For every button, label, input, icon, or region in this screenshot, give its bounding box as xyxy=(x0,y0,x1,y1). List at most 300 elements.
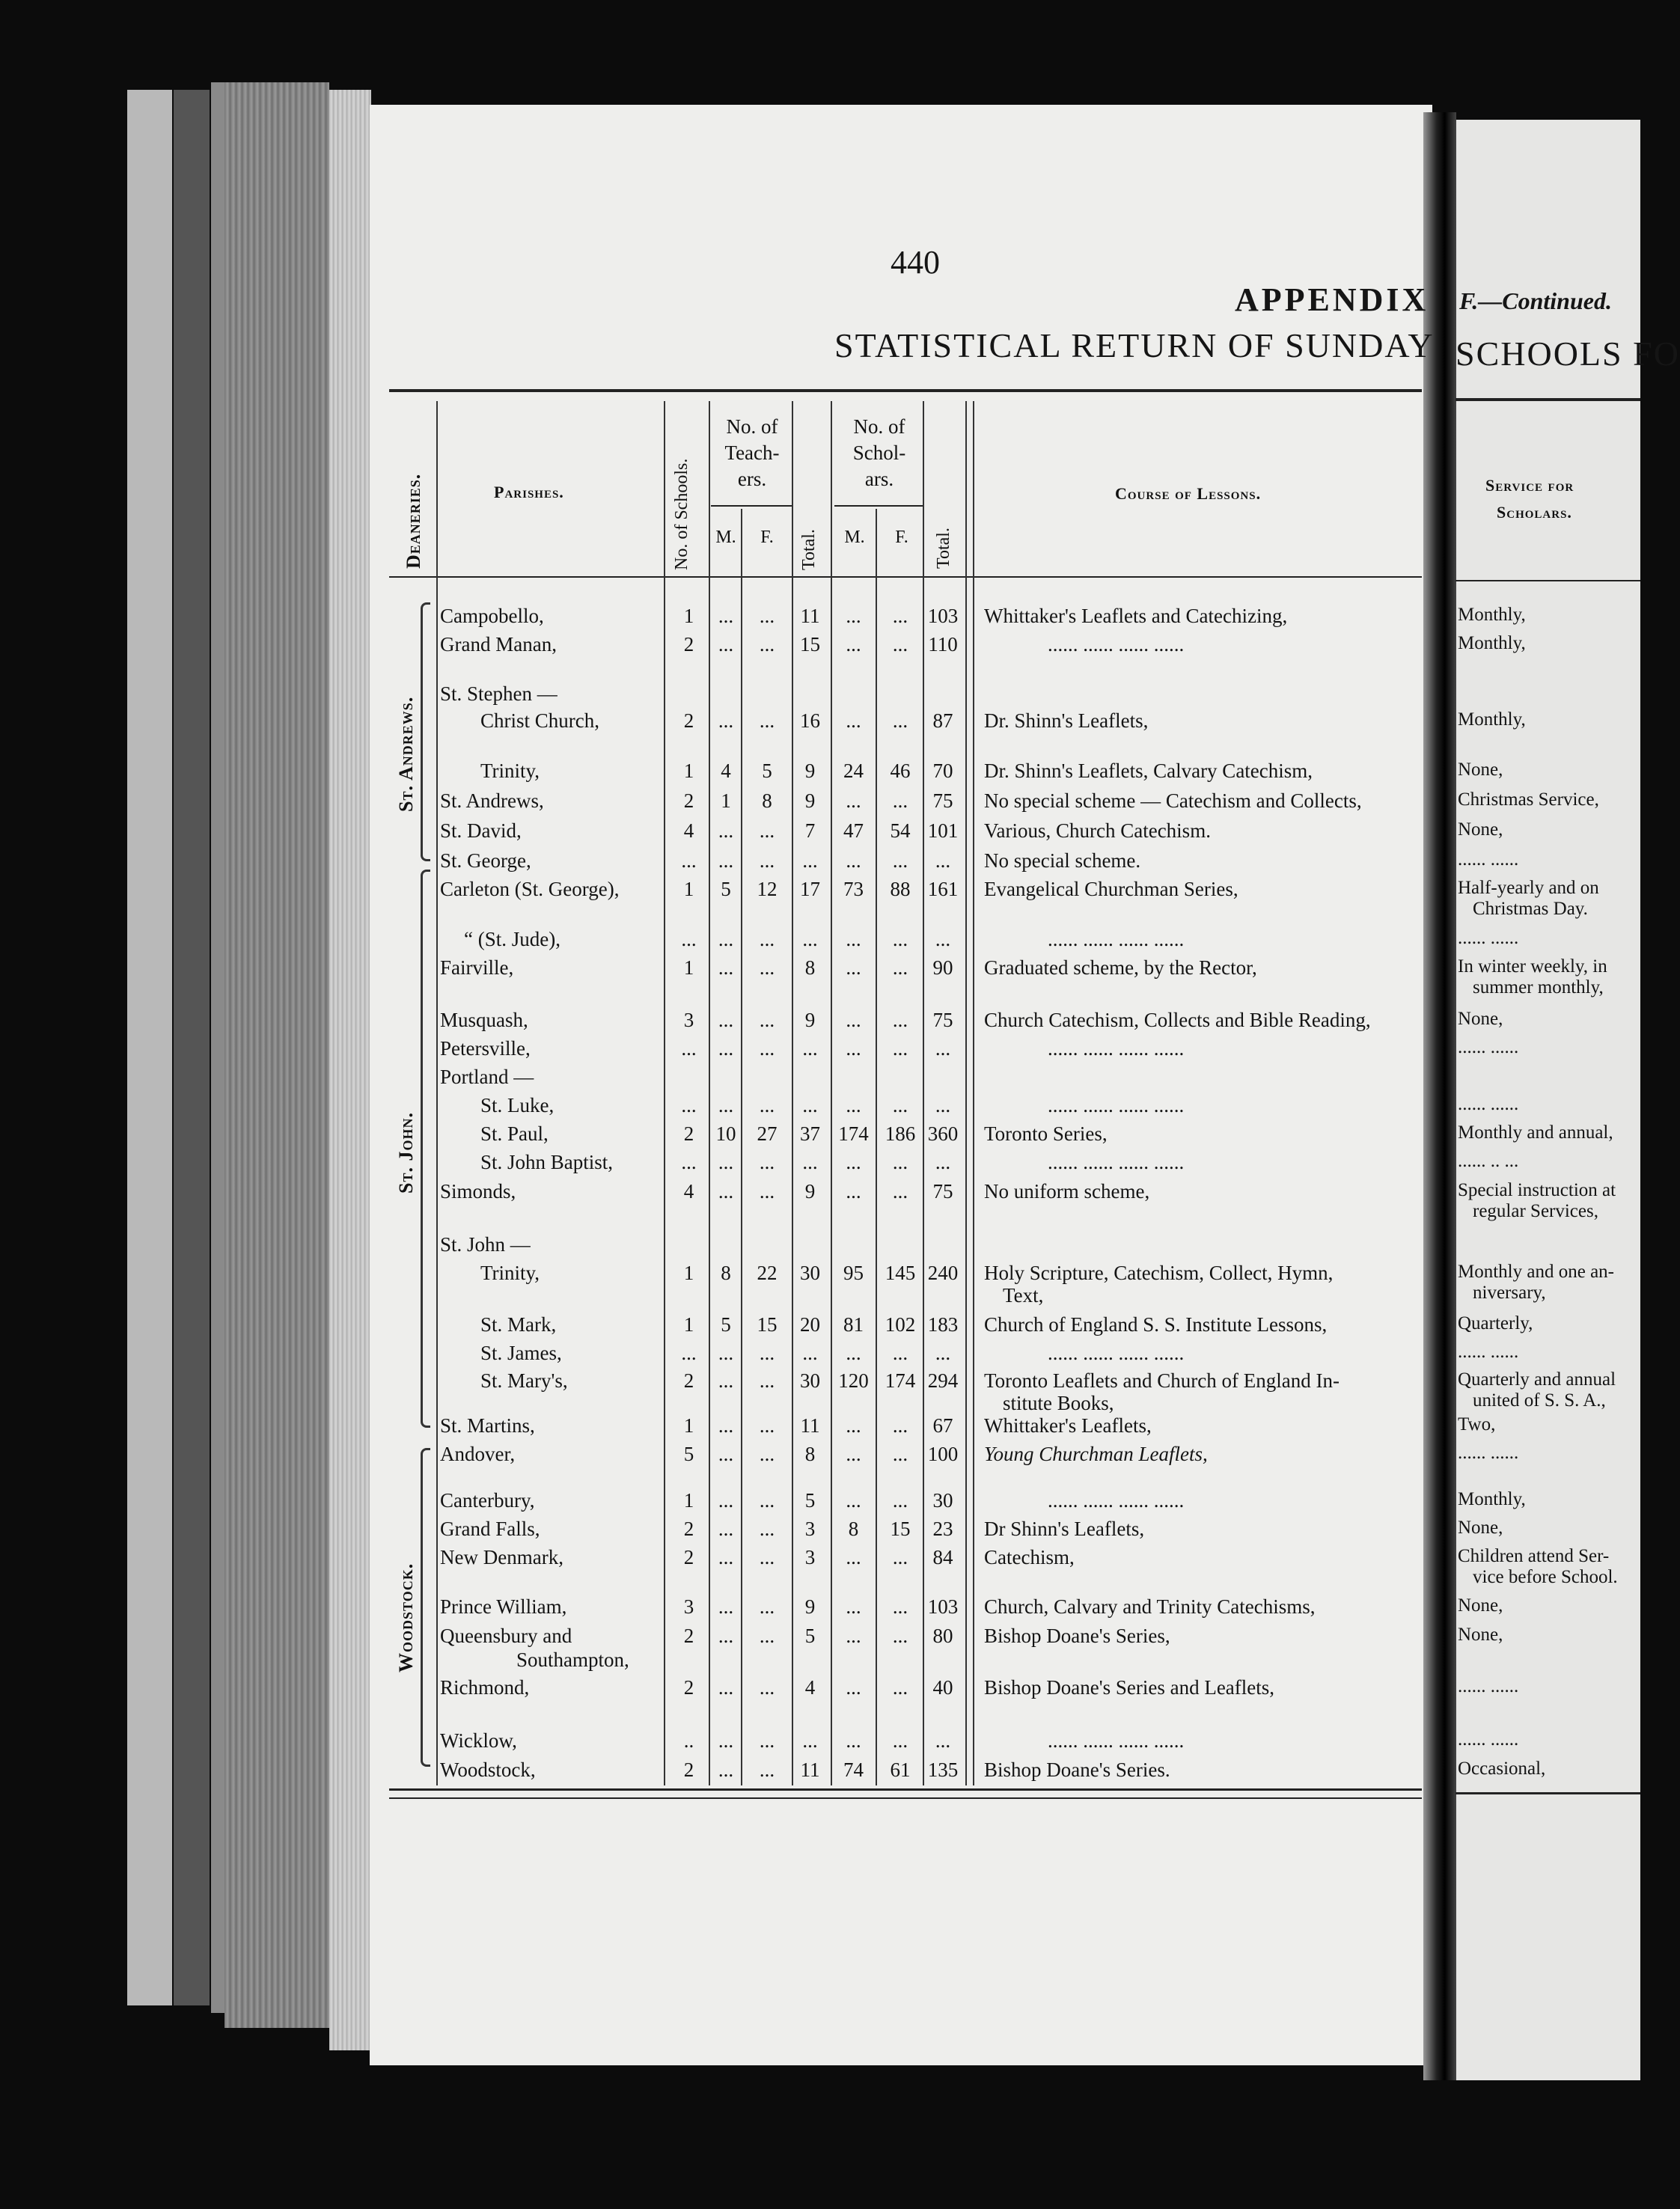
cell-schools: 2 xyxy=(683,1676,694,1699)
cell-sf: 174 xyxy=(885,1369,916,1392)
service-for-scholars: Monthly, xyxy=(1458,1489,1526,1509)
service-for-scholars: ...... ...... xyxy=(1458,1094,1519,1114)
table-row xyxy=(0,760,1640,783)
cell-sm: 120 xyxy=(838,1369,869,1392)
cell-sf: ... xyxy=(892,849,908,872)
cell-tm: ... xyxy=(718,1342,734,1364)
cell-st: 183 xyxy=(927,1313,959,1336)
cell-sf: ... xyxy=(892,928,908,950)
cell-tf: 27 xyxy=(757,1122,778,1145)
cell-tm: ... xyxy=(718,1729,734,1752)
cell-sf: ... xyxy=(892,633,908,656)
cell-tt: ... xyxy=(802,928,818,950)
parish-name: St. James, xyxy=(480,1342,562,1364)
table-row xyxy=(0,633,1640,657)
cell-schools: .. xyxy=(683,1729,694,1752)
service-for-scholars: None, xyxy=(1458,1595,1503,1616)
cell-tf: 22 xyxy=(757,1262,778,1284)
cell-tm: ... xyxy=(718,709,734,732)
col-header-no-schools: No. of Schools. xyxy=(672,458,691,570)
cell-schools: 2 xyxy=(683,1625,694,1647)
cell-st: 110 xyxy=(928,633,958,656)
cell-tm: ... xyxy=(718,1414,734,1437)
cell-st: 294 xyxy=(927,1369,959,1392)
parish-name: St. John — xyxy=(440,1233,531,1256)
cell-tf: ... xyxy=(759,1009,775,1031)
cell-schools: ... xyxy=(681,849,697,872)
cell-tt: ... xyxy=(802,1342,818,1364)
cell-tm: 4 xyxy=(721,760,731,782)
cell-sm: 47 xyxy=(843,819,864,842)
cell-schools: 2 xyxy=(683,633,694,656)
cell-sf: ... xyxy=(892,956,908,979)
parish-name: Woodstock, xyxy=(440,1759,536,1781)
cell-sf: ... xyxy=(892,605,908,627)
cell-tt: ... xyxy=(802,1037,818,1060)
service-for-scholars: ...... ...... xyxy=(1458,1342,1519,1362)
cell-sm: ... xyxy=(846,1489,861,1512)
cell-sf: ... xyxy=(892,789,908,812)
parish-name: St. George, xyxy=(440,849,531,872)
parish-name: Petersville, xyxy=(440,1037,531,1060)
cell-tt: 5 xyxy=(804,1625,816,1647)
cell-sm: 81 xyxy=(843,1313,864,1336)
cell-tm: ... xyxy=(718,849,734,872)
cell-tm: ... xyxy=(718,1009,734,1031)
cell-tf: 12 xyxy=(757,878,778,900)
cell-tm: ... xyxy=(718,1759,734,1781)
cell-tm: ... xyxy=(718,1625,734,1647)
service-for-scholars: Special instruction at xyxy=(1458,1180,1616,1200)
service-for-scholars-cont: vice before School. xyxy=(1473,1567,1618,1587)
cell-tt: ... xyxy=(802,1094,818,1116)
cell-sf: ... xyxy=(892,1342,908,1364)
course-of-lessons-cont: stitute Books, xyxy=(1003,1392,1114,1414)
course-of-lessons: ...... ...... ...... ...... xyxy=(1048,1037,1185,1060)
cell-sf: 88 xyxy=(890,878,911,900)
col-header-scholars-1: No. of xyxy=(853,415,905,438)
cell-sf: 186 xyxy=(885,1122,916,1145)
cell-schools: 2 xyxy=(683,789,694,812)
service-for-scholars-cont: united of S. S. A., xyxy=(1473,1390,1606,1411)
col-header-scholars-2: Schol- xyxy=(852,442,906,464)
course-of-lessons: No special scheme — Catechism and Collects, xyxy=(984,789,1362,812)
course-of-lessons: ...... ...... ...... ...... xyxy=(1048,1151,1185,1173)
cell-tm: 1 xyxy=(721,789,731,812)
course-of-lessons: No uniform scheme, xyxy=(984,1180,1150,1203)
cell-tm: 5 xyxy=(721,878,731,900)
cell-sf: ... xyxy=(892,1625,908,1647)
cell-tt: 9 xyxy=(804,1009,816,1031)
table-row xyxy=(0,878,1640,919)
cell-st: 103 xyxy=(927,1595,959,1618)
cell-sf: ... xyxy=(892,1729,908,1752)
table-top-rule-right xyxy=(1456,398,1640,401)
cell-schools: 1 xyxy=(683,1262,694,1284)
cell-tf: ... xyxy=(759,956,775,979)
cell-schools: 2 xyxy=(683,1518,694,1540)
service-for-scholars: ...... ...... xyxy=(1458,1037,1519,1057)
cell-sf: ... xyxy=(892,709,908,732)
service-for-scholars-cont: regular Services, xyxy=(1473,1201,1598,1221)
parish-name: Musquash, xyxy=(440,1009,528,1031)
cell-sm: ... xyxy=(846,605,861,627)
cell-tm: 5 xyxy=(721,1313,731,1336)
cell-sf: ... xyxy=(892,1037,908,1060)
cell-tf: ... xyxy=(759,1546,775,1568)
cell-tm: ... xyxy=(718,1443,734,1465)
course-of-lessons: Catechism, xyxy=(984,1546,1075,1568)
cell-sf: 145 xyxy=(885,1262,916,1284)
col-header-teachers-m: M. xyxy=(715,528,736,547)
table-row xyxy=(0,1759,1640,1782)
course-of-lessons: Evangelical Churchman Series, xyxy=(984,878,1238,900)
cell-tt: ... xyxy=(802,849,818,872)
cell-sf: 15 xyxy=(890,1518,911,1540)
cell-sm: ... xyxy=(846,789,861,812)
cell-tt: 4 xyxy=(804,1676,816,1699)
cell-sm: ... xyxy=(846,1009,861,1031)
col-header-service-1: Service for xyxy=(1485,476,1574,495)
cell-tt: 11 xyxy=(800,605,820,627)
service-for-scholars: None, xyxy=(1458,1009,1503,1029)
cell-st: 70 xyxy=(932,760,953,782)
cell-sm: ... xyxy=(846,1414,861,1437)
course-of-lessons: Bishop Doane's Series. xyxy=(984,1759,1170,1781)
cell-tt: 9 xyxy=(804,789,816,812)
col-header-scholars-m: M. xyxy=(844,528,865,547)
service-for-scholars: Monthly, xyxy=(1458,633,1526,653)
cell-tt: 11 xyxy=(800,1414,820,1437)
cell-sf: 61 xyxy=(890,1759,911,1781)
cell-sm: ... xyxy=(846,1676,861,1699)
table-row xyxy=(0,605,1640,629)
cell-tt: 30 xyxy=(800,1369,820,1392)
cell-schools: ... xyxy=(681,1094,697,1116)
cell-tf: ... xyxy=(759,1037,775,1060)
cell-tt: 20 xyxy=(800,1313,820,1336)
cell-sm: ... xyxy=(846,1342,861,1364)
parish-name: Fairville, xyxy=(440,956,514,979)
cell-tf: ... xyxy=(759,1369,775,1392)
service-for-scholars: In winter weekly, in xyxy=(1458,956,1607,977)
course-of-lessons: Dr. Shinn's Leaflets, Calvary Catechism, xyxy=(984,760,1313,782)
cell-st: 103 xyxy=(927,605,959,627)
cell-st: 87 xyxy=(932,709,953,732)
scholars-sub-rule xyxy=(834,505,923,507)
cell-tm: ... xyxy=(718,605,734,627)
course-of-lessons: ...... ...... ...... ...... xyxy=(1048,633,1185,656)
deanery-st-andrews: St. Andrews. xyxy=(395,696,417,812)
cell-tt: 37 xyxy=(800,1122,820,1145)
service-for-scholars: ...... ...... xyxy=(1458,1729,1519,1750)
cell-tf: ... xyxy=(759,1595,775,1618)
cell-tm: ... xyxy=(718,956,734,979)
course-of-lessons: Church Catechism, Collects and Bible Reading, xyxy=(984,1009,1371,1031)
cell-tf: ... xyxy=(759,1489,775,1512)
col-header-scholars-total: Total. xyxy=(934,528,953,569)
table-row xyxy=(0,928,1640,952)
course-of-lessons: Whittaker's Leaflets, xyxy=(984,1414,1152,1437)
col-header-teachers-f: F. xyxy=(760,528,774,547)
cell-schools: 2 xyxy=(683,1369,694,1392)
cell-tf: ... xyxy=(759,1094,775,1116)
cell-tm: ... xyxy=(718,1676,734,1699)
header-bottom-rule xyxy=(389,576,1422,578)
col-header-deaneries: Deaneries. xyxy=(403,473,424,569)
parish-name: St. Mary's, xyxy=(480,1369,568,1392)
cell-tt: 3 xyxy=(804,1546,816,1568)
table-row xyxy=(0,682,1640,706)
cell-tm: ... xyxy=(718,1518,734,1540)
cell-tt: 9 xyxy=(804,1595,816,1618)
cell-tm: ... xyxy=(718,633,734,656)
service-for-scholars: ...... .. ... xyxy=(1458,1151,1519,1171)
service-for-scholars: Monthly and annual, xyxy=(1458,1122,1613,1143)
cell-st: 135 xyxy=(927,1759,959,1781)
table-row xyxy=(0,1546,1640,1587)
cell-sf: ... xyxy=(892,1676,908,1699)
cell-tf: ... xyxy=(759,928,775,950)
course-of-lessons: Toronto Series, xyxy=(984,1122,1108,1145)
cell-sm: ... xyxy=(846,633,861,656)
cell-sm: ... xyxy=(846,1625,861,1647)
course-of-lessons: ...... ...... ...... ...... xyxy=(1048,1094,1185,1116)
cell-schools: 4 xyxy=(683,819,694,842)
cell-tt: 15 xyxy=(800,633,820,656)
cell-tm: ... xyxy=(718,1595,734,1618)
cell-schools: 2 xyxy=(683,709,694,732)
cell-tt: 3 xyxy=(804,1518,816,1540)
cell-st: 75 xyxy=(932,1009,953,1031)
service-for-scholars: Two, xyxy=(1458,1414,1496,1435)
service-for-scholars-cont: Christmas Day. xyxy=(1473,899,1588,919)
cell-tf: 8 xyxy=(762,789,772,812)
table-row xyxy=(0,1342,1640,1366)
parish-name: Canterbury, xyxy=(440,1489,535,1512)
service-for-scholars: ...... ...... xyxy=(1458,1676,1519,1696)
cell-st: 67 xyxy=(932,1414,953,1437)
cell-sm: ... xyxy=(846,1094,861,1116)
service-for-scholars: Occasional, xyxy=(1458,1759,1546,1779)
table-row xyxy=(0,1233,1640,1257)
table-row xyxy=(0,1443,1640,1467)
service-for-scholars: Quarterly and annual xyxy=(1458,1369,1616,1390)
table-row xyxy=(0,1262,1640,1307)
course-of-lessons: Dr. Shinn's Leaflets, xyxy=(984,709,1149,732)
cell-schools: 2 xyxy=(683,1546,694,1568)
cell-sm: ... xyxy=(846,1546,861,1568)
teachers-sub-rule xyxy=(711,505,793,507)
parish-name: St. Paul, xyxy=(480,1122,549,1145)
cell-sm: ... xyxy=(846,709,861,732)
cell-tt: 9 xyxy=(804,760,816,782)
page-title-right: SCHOOLS FO xyxy=(1456,334,1680,373)
parish-name: New Denmark, xyxy=(440,1546,563,1568)
service-for-scholars: None, xyxy=(1458,1518,1503,1538)
cell-tm: 10 xyxy=(715,1122,736,1145)
table-row xyxy=(0,1518,1640,1542)
cell-st: 80 xyxy=(932,1625,953,1647)
cell-tm: ... xyxy=(718,1180,734,1203)
cell-tf: ... xyxy=(759,1414,775,1437)
parish-name: Wicklow, xyxy=(440,1729,517,1752)
cell-tm: ... xyxy=(718,928,734,950)
course-of-lessons: Various, Church Catechism. xyxy=(984,819,1211,842)
cell-st: ... xyxy=(935,1729,951,1752)
service-for-scholars: None, xyxy=(1458,760,1503,780)
parish-name: Portland — xyxy=(440,1066,534,1088)
service-for-scholars: Monthly and one an- xyxy=(1458,1262,1614,1282)
cell-tt: 9 xyxy=(804,1180,816,1203)
cell-schools: 2 xyxy=(683,1122,694,1145)
parish-name: St. Martins, xyxy=(440,1414,535,1437)
cell-tf: ... xyxy=(759,605,775,627)
cell-tf: ... xyxy=(759,633,775,656)
cell-tt: 8 xyxy=(804,1443,816,1465)
cell-schools: ... xyxy=(681,1342,697,1364)
col-header-service-2: Scholars. xyxy=(1497,503,1572,522)
page-number: 440 xyxy=(891,244,940,281)
appendix-heading: APPENDIX xyxy=(1235,281,1429,318)
cell-tf: ... xyxy=(759,709,775,732)
parish-name-cont: Southampton, xyxy=(516,1649,629,1671)
cell-tt: 17 xyxy=(800,878,820,900)
service-for-scholars: None, xyxy=(1458,819,1503,840)
cell-st: 75 xyxy=(932,789,953,812)
service-for-scholars: Monthly, xyxy=(1458,605,1526,625)
cell-tf: ... xyxy=(759,1342,775,1364)
table-row xyxy=(0,1489,1640,1513)
cell-st: ... xyxy=(935,1342,951,1364)
course-of-lessons: ...... ...... ...... ...... xyxy=(1048,1729,1185,1752)
service-for-scholars: Half-yearly and on xyxy=(1458,878,1599,898)
cell-schools: 5 xyxy=(683,1443,694,1465)
table-row xyxy=(0,789,1640,813)
course-of-lessons: Church of England S. S. Institute Lessons, xyxy=(984,1313,1328,1336)
cell-schools: 3 xyxy=(683,1595,694,1618)
parish-name: St. Andrews, xyxy=(440,789,544,812)
cell-tt: 5 xyxy=(804,1489,816,1512)
cell-st: 75 xyxy=(932,1180,953,1203)
course-of-lessons: Bishop Doane's Series, xyxy=(984,1625,1170,1647)
cell-tf: ... xyxy=(759,1443,775,1465)
table-row xyxy=(0,1009,1640,1033)
cell-schools: 1 xyxy=(683,1313,694,1336)
cell-schools: ... xyxy=(681,1037,697,1060)
course-of-lessons: ...... ...... ...... ...... xyxy=(1048,1342,1185,1364)
service-for-scholars: ...... ...... xyxy=(1458,849,1519,870)
service-for-scholars: ...... ...... xyxy=(1458,928,1519,948)
cell-tt: 16 xyxy=(800,709,820,732)
cell-st: ... xyxy=(935,928,951,950)
service-for-scholars: Christmas Service, xyxy=(1458,789,1599,810)
parish-name: Prince William, xyxy=(440,1595,567,1618)
table-row xyxy=(0,956,1640,997)
parish-name: Grand Manan, xyxy=(440,633,557,656)
cell-schools: 1 xyxy=(683,878,694,900)
cell-tm: ... xyxy=(718,1546,734,1568)
cell-st: 360 xyxy=(927,1122,959,1145)
cell-sm: ... xyxy=(846,928,861,950)
parish-name: Trinity, xyxy=(480,1262,540,1284)
course-of-lessons: Toronto Leaflets and Church of England In- xyxy=(984,1369,1340,1392)
cell-st: ... xyxy=(935,1094,951,1116)
cell-st: ... xyxy=(935,1037,951,1060)
parish-name: Simonds, xyxy=(440,1180,516,1203)
cell-tm: 8 xyxy=(721,1262,731,1284)
cell-tt: ... xyxy=(802,1151,818,1173)
cell-st: ... xyxy=(935,849,951,872)
cell-sf: ... xyxy=(892,1489,908,1512)
parish-name: Christ Church, xyxy=(480,709,599,732)
cell-sm: ... xyxy=(846,1180,861,1203)
cell-tm: ... xyxy=(718,819,734,842)
course-of-lessons: No special scheme. xyxy=(984,849,1141,872)
table-bottom-rule-2 xyxy=(389,1797,1422,1799)
table-top-rule xyxy=(389,389,1422,392)
cell-tt: 7 xyxy=(804,819,816,842)
col-header-parishes: Parishes. xyxy=(494,483,564,501)
table-row xyxy=(0,849,1640,873)
cell-sm: 74 xyxy=(843,1759,864,1781)
col-header-teachers-1: No. of xyxy=(726,415,778,438)
cell-sf: ... xyxy=(892,1414,908,1437)
cell-sm: 73 xyxy=(843,878,864,900)
parish-name: Campobello, xyxy=(440,605,544,627)
parish-name: Carleton (St. George), xyxy=(440,878,620,900)
table-row xyxy=(0,1066,1640,1090)
table-row xyxy=(0,1676,1640,1700)
cell-schools: 1 xyxy=(683,956,694,979)
service-for-scholars-cont: summer monthly, xyxy=(1473,977,1604,997)
col-header-teachers-3: ers. xyxy=(737,468,767,490)
cell-tf: ... xyxy=(759,1676,775,1699)
col-header-teachers-total: Total. xyxy=(799,529,819,570)
cell-sm: ... xyxy=(846,1729,861,1752)
parish-name: “ (St. Jude), xyxy=(464,928,560,950)
parish-name: Richmond, xyxy=(440,1676,530,1699)
header-bottom-rule-right xyxy=(1456,580,1640,581)
cell-sm: 24 xyxy=(843,760,864,782)
cell-st: 40 xyxy=(932,1676,953,1699)
cell-sf: ... xyxy=(892,1151,908,1173)
col-header-scholars-f: F. xyxy=(895,528,908,547)
cell-schools: ... xyxy=(681,1151,697,1173)
table-row xyxy=(0,1094,1640,1118)
table-row xyxy=(0,1595,1640,1619)
cell-sf: 54 xyxy=(890,819,911,842)
cell-tt: ... xyxy=(802,1729,818,1752)
cell-st: 101 xyxy=(927,819,959,842)
cell-st: 23 xyxy=(932,1518,953,1540)
parish-name: St. Mark, xyxy=(480,1313,557,1336)
cell-tf: 5 xyxy=(762,760,772,782)
cell-st: 90 xyxy=(932,956,953,979)
cell-schools: 4 xyxy=(683,1180,694,1203)
cell-tt: 8 xyxy=(804,956,816,979)
cell-tf: ... xyxy=(759,1518,775,1540)
service-for-scholars: Quarterly, xyxy=(1458,1313,1533,1333)
cell-st: 84 xyxy=(932,1546,953,1568)
cell-tf: ... xyxy=(759,819,775,842)
col-header-scholars-3: ars. xyxy=(864,468,894,490)
cell-sm: ... xyxy=(846,849,861,872)
cell-tf: ... xyxy=(759,1625,775,1647)
cell-sf: ... xyxy=(892,1443,908,1465)
parish-name: Trinity, xyxy=(480,760,540,782)
course-of-lessons: Dr Shinn's Leaflets, xyxy=(984,1518,1145,1540)
